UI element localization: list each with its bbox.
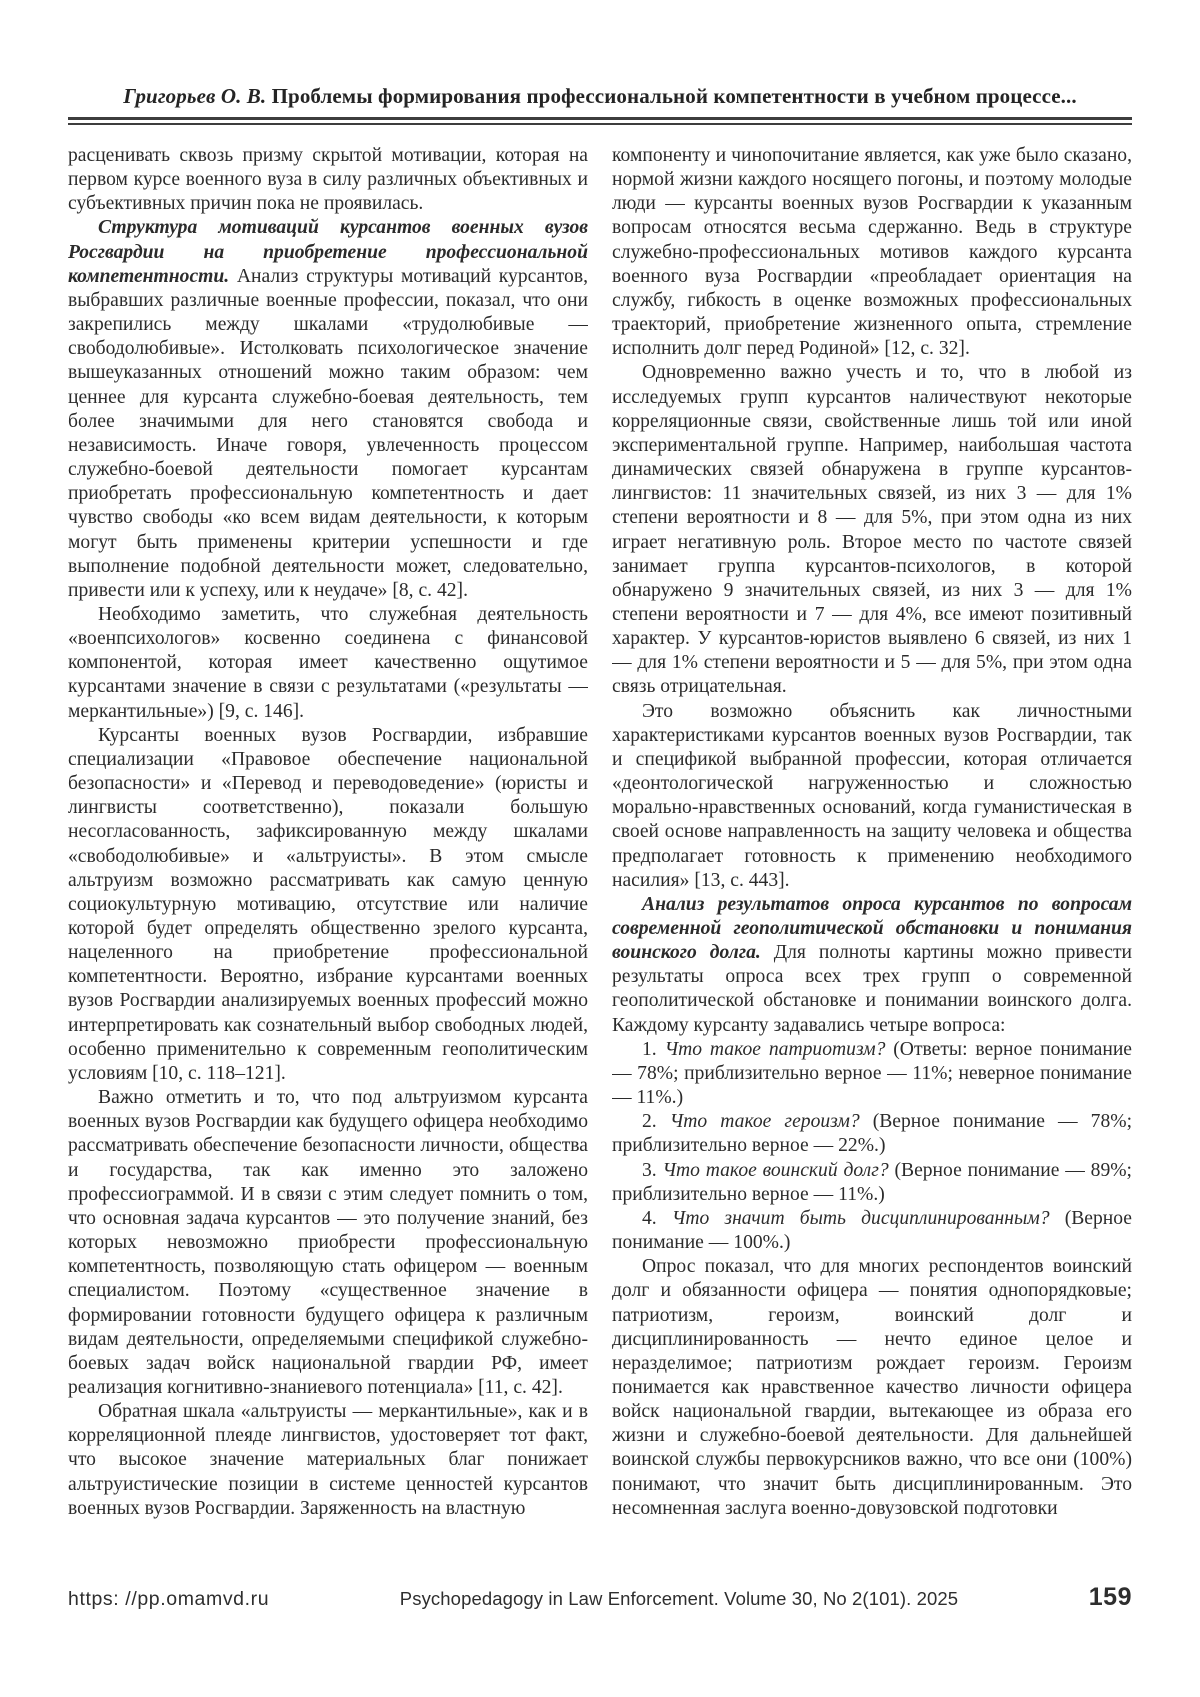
paragraph — [612, 1110, 1132, 1158]
text-run: (Верное понимание — 89%; приблизительно верное — 11%.) — [612, 1159, 1132, 1205]
paragraph — [612, 144, 1132, 361]
lead-in-heading: Анализ результатов опроса курсантов по вопросам современной геополитической обстановки и понимания воинского долга. — [612, 893, 1132, 964]
text-run: 1. — [642, 1038, 665, 1060]
text-run: 2. — [642, 1111, 670, 1133]
paragraph — [612, 1207, 1132, 1255]
text-run: (Верное понимание — 78%; приблизительно верное — 22%.) — [612, 1111, 1132, 1157]
text-run: Для полноты картины можно привести результаты опроса всех трех групп о современной геополитической обстановке и понимании воинского долга. Каждому курсанту задавались четыре вопроса: — [612, 942, 1132, 1036]
italic-run: Что такое патриотизм? — [664, 1038, 894, 1060]
text-run: Необходимо заметить, что служебная деятельность «военпсихологов» косвенно соединена с финансовой компонентой, которая имеет качественно ощутимое курсантами значение в связи с результатами («результаты — меркантильные») [9, с. 146]. — [68, 603, 588, 722]
running-head-title: Проблемы формирования профессиональной компетентности в учебном процессе... — [266, 84, 1077, 108]
footer-url: https: //pp.omamvd.ru — [68, 1588, 270, 1610]
text-run: Обратная шкала «альтруисты — меркантильные», как и в корреляционной плеяде лингвистов, удостоверяет тот факт, что высокое значение материальных благ понижает альтруистические позиции в системе ценностей курсантов военных вузов Росгвардии. Заряженность на властную — [68, 1401, 588, 1519]
paragraph — [612, 700, 1132, 893]
text-columns — [68, 144, 1132, 1552]
text-run: Анализ структуры мотиваций курсантов, выбравших различные военные профессии, показал, что они закрепились между шкалами «трудолюбивые — свободолюбивые». Истолковать психологическое значение вышеуказанных отношений можно таким образом: чем ценнее для курсанта служебно-боевая деятельность, тем более значимыми для него становятся свобода и независимость. Иначе говоря, увлеченность процессом служебно-боевой деятельности помогает курсантам приобретать профессиональную компетентность и дает чувство свободы «ко всем видам деятельности, к которым могут быть применены критерии успешности и где выполнение подобной деятельности может, следовательно, привести или к успеху, или к неудаче» [8, с. 42]. — [68, 265, 588, 601]
text-run: Одновременно важно учесть и то, что в любой из исследуемых групп курсантов наличествуют некоторые корреляционные связи, свойственные лишь той или иной экспериментальной группе. Например, наибольшая частота динамических связей обнаружена в группе курсантов-лингвистов: 11 значительных связей, из них 3 — для 1% степени вероятности и 8 — для 5%, при этом одна из них играет негативную роль. Второе место по частоте связей занимает группа курсантов-психологов, в которой обнаружено 9 значительных связей, из них 3 — для 1% степени вероятности и 7 — для 4%, все имеют позитивный характер. У курсантов-юристов выявлено 6 связей, из них 1 — для 1% степени вероятности и 5 — для 5%, при этом одна связь отрицательная. — [612, 362, 1132, 698]
italic-run: Что значит быть дисциплинированным? — [671, 1207, 1065, 1229]
paragraph — [68, 1086, 588, 1400]
page-footer — [68, 1583, 1132, 1612]
italic-run: Что такое воинский долг? — [662, 1159, 895, 1181]
lead-in-heading: Структура мотиваций курсантов военных вузов Росгвардии на приобретение профессиональной компетентности. — [68, 217, 588, 287]
paragraph — [612, 1159, 1132, 1207]
paragraph — [68, 724, 588, 1086]
paragraph — [612, 1255, 1132, 1521]
running-head — [68, 84, 1132, 109]
footer-journal-line: Psychopedagogy in Law Enforcement. Volume 30, No 2(101). 2025 — [399, 1588, 959, 1609]
paragraph — [68, 216, 588, 603]
paragraph — [68, 144, 588, 216]
paragraph — [68, 1400, 588, 1521]
text-run: (Верное понимание — 100%.) — [612, 1207, 1132, 1254]
text-run: (Ответы: верное понимание — 78%; приблизительно верное — 11%; неверное понимание — 11%.) — [612, 1038, 1132, 1109]
text-run: Курсанты военных вузов Росгвардии, избравшие специализации «Правовое обеспечение национальной безопасности» и «Перевод и переводоведение» (юристы и лингвисты соответственно), показали большую несогласованность, зафиксированную между шкалами «свободолюбивые» и «альтруисты». В этом смысле альтруизм возможно рассматривать как самую ценную социокультурную мотивацию, отсутствие или наличие которой будет определять общественно зрелого курсанта, нацеленного на приобретение профессиональной компетентности. Вероятно, избрание курсантами военных вузов Росгвардии анализируемых военных профессий можно интерпретировать как сознательный выбор свободных людей, особенно применительно к современным геополитическим условиям [10, с. 118–121]. — [68, 724, 588, 1084]
text-run: расценивать сквозь призму скрытой мотивации, которая на первом курсе военного вуза в силу различных объективных и субъективных причин пока не проявилась. — [68, 145, 588, 215]
header-rule — [68, 117, 1132, 125]
italic-run: Что такое героизм? — [669, 1111, 873, 1133]
column-right — [612, 144, 1132, 1552]
footer-page-number: 159 — [1088, 1583, 1132, 1611]
text-run: Важно отметить и то, что под альтруизмом курсанта военных вузов Росгвардии как будущего офицера необходимо рассматривать обеспечение безопасности личности, общества и государства, так как именно это заложено профессиограммой. И в связи с этим следует помнить о том, что основная задача курсантов — это получение знаний, без которых невозможно приобрести профессиональную компетентность, позволяющую стать офицером — военным специалистом. Поэтому «существенное значение в формировании готовности будущего офицера к различным видам деятельности, определяемыми спецификой служебно-боевых задач войск национальной гвардии РФ, имеет реализация когнитивно-знаниевого потенциала» [11, с. 42]. — [68, 1087, 588, 1398]
text-run: 3. — [642, 1159, 663, 1181]
text-run: компоненту и чинопочитание является, как уже было сказано, нормой жизни каждого носящего погоны, и поэтому молодые люди — курсанты военных вузов Росгвардии к указанным вопросам относятся весьма сдержанно. Ведь в структуре служебно-профессиональных мотивов каждого курсанта военного вуза Росгвардии «преобладает ориентация на службу, гибкость в оценке возможных профессиональных траекторий, приобретение жизненного опыта, стремление исполнить долг перед Родиной» [12, с. 32]. — [612, 145, 1132, 360]
paragraph — [612, 1038, 1132, 1110]
text-run: 4. — [642, 1207, 672, 1229]
running-head-author: Григорьев О. В. — [123, 84, 267, 108]
paragraph — [612, 361, 1132, 699]
text-run: Это возможно объяснить как личностными характеристиками курсантов военных вузов Росгвардии, так и спецификой выбранной профессии, которая отличается «деонтологической нагруженностью и сложностью морально-нравственных оснований, когда гуманистическая в своей основе направленность на защиту человека и общества предполагает готовность к применению необходимого насилия» [13, с. 443]. — [612, 700, 1132, 891]
column-left — [68, 144, 588, 1552]
text-run: Опрос показал, что для многих респондентов воинский долг и обязанности офицера — понятия однопорядковые; патриотизм, героизм, воинский долг и дисциплинированность — нечто единое целое и неразделимое; патриотизм рождает героизм. Героизм понимается как нравственное качество личности офицера войск национальной гвардии, вытекающее из образа его жизни и служебно-боевой деятельности. Для дальнейшей воинской службы первокурсников важно, что все они (100%) понимают, что значит быть дисциплинированным. Это несомненная заслуга военно-довузовской подготовки — [612, 1256, 1132, 1519]
paragraph — [612, 893, 1132, 1038]
paragraph — [68, 603, 588, 724]
